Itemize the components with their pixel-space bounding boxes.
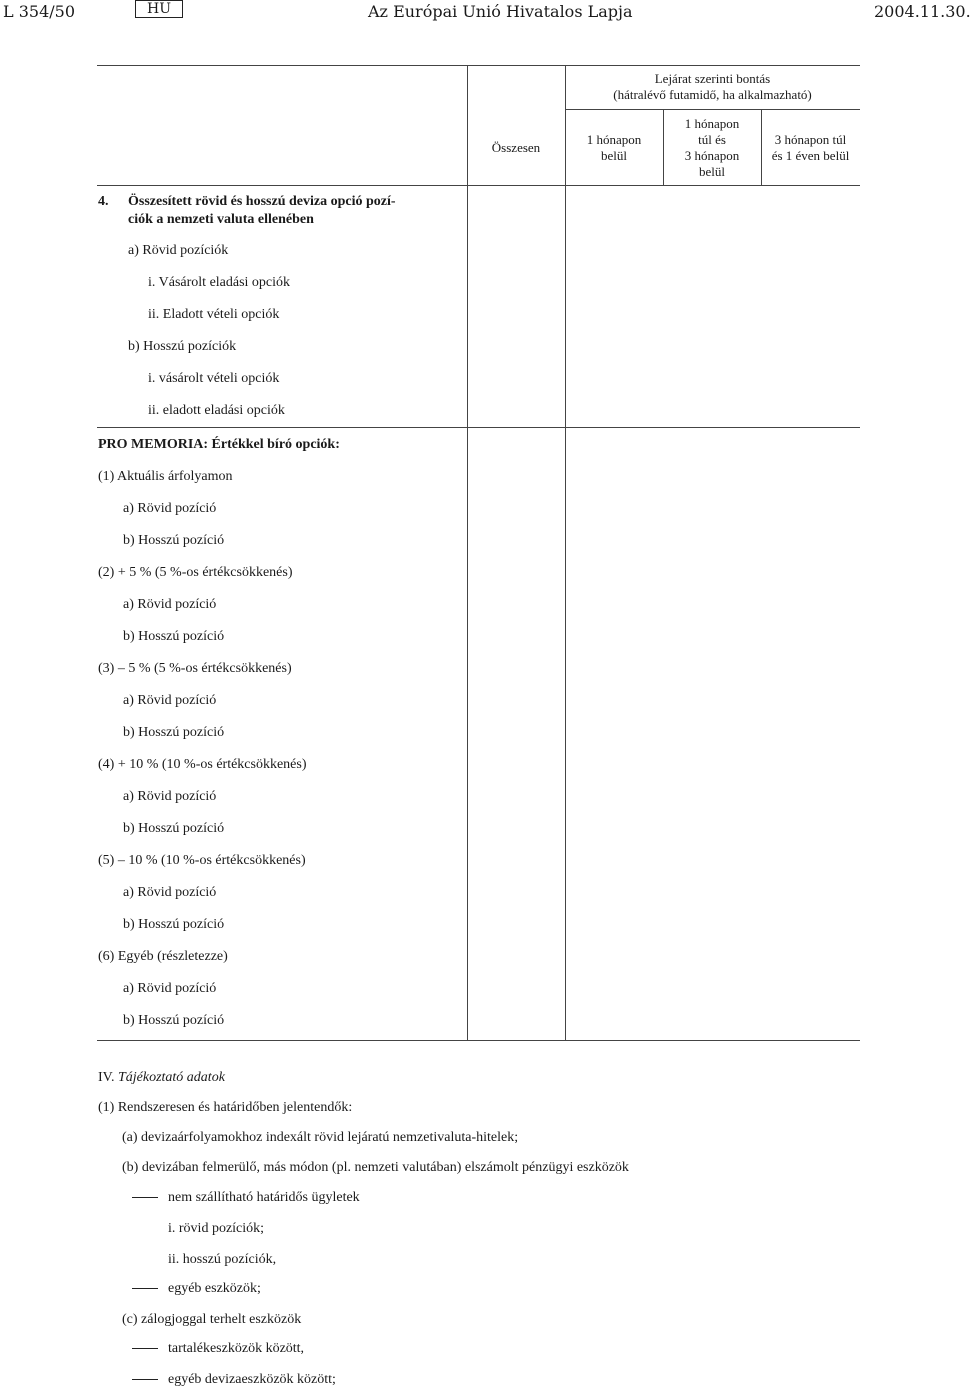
section-iv-numeral: IV. — [98, 1070, 115, 1085]
item-b-sub-i: i. rövid pozíciók; — [168, 1221, 265, 1236]
item-b-dash-1: nem szállítható határidős ügyletek — [132, 1189, 360, 1207]
table-bottom-border — [97, 1040, 860, 1041]
header-bottom-border — [97, 185, 860, 186]
col-header-total: Összesen — [491, 140, 541, 155]
col-divider-label — [467, 65, 468, 1040]
pro-memoria-heading: PRO MEMORIA: Értékkel bíró opciók: — [98, 437, 340, 452]
scenario-long: b) Hosszú pozíció — [123, 533, 225, 548]
row-sold-call: ii. Eladott vételi opciók — [148, 307, 280, 322]
scenario-label: (5) – 10 % (10 %-os értékcsökkenés) — [98, 853, 306, 868]
scenario-short: a) Rövid pozíció — [123, 597, 217, 612]
section-iv-title: Tájékoztató adatok — [117, 1070, 225, 1085]
section4-title-line2: ciók a nemzeti valuta ellenében — [128, 212, 314, 227]
scenario-short: a) Rövid pozíció — [123, 981, 217, 996]
scenario-short: a) Rövid pozíció — [123, 885, 217, 900]
section4-number: 4. — [98, 194, 109, 209]
scenario-label: (3) – 5 % (5 %-os értékcsökkenés) — [98, 661, 292, 676]
col-header-1-3m: 1 hónapon túl és 3 hónapon belül — [684, 116, 740, 179]
scenario-short: a) Rövid pozíció — [123, 501, 217, 516]
row-bought-call: i. vásárolt vételi opciók — [148, 371, 280, 386]
table-top-border — [97, 65, 860, 66]
scenario-short: a) Rövid pozíció — [123, 693, 217, 708]
col-header-3m-1y: 3 hónapon túl és 1 éven belül — [771, 132, 850, 163]
item-b-dash-2: egyéb eszközök; — [132, 1280, 261, 1298]
page-reference: L 354/50 — [3, 2, 75, 21]
row-short-positions: a) Rövid pozíciók — [128, 243, 229, 258]
dash-mark — [132, 1288, 158, 1289]
language-badge: HU — [135, 0, 183, 18]
scenario-long: b) Hosszú pozíció — [123, 629, 225, 644]
item-c-dash-2: egyéb devizaeszközök között; — [132, 1371, 336, 1389]
publication-title: Az Európai Unió Hivatalos Lapja — [368, 2, 633, 21]
item-a: (a) devizaárfolyamokhoz indexált rövid lejáratú nemzetivaluta-hitelek; — [122, 1130, 519, 1145]
section4-divider — [97, 427, 860, 428]
scenario-label: (1) Aktuális árfolyamon — [98, 469, 233, 484]
scenario-long: b) Hosszú pozíció — [123, 725, 225, 740]
col-divider-total — [565, 65, 566, 1040]
col-header-maturity-group: Lejárat szerinti bontás (hátralévő futamidő, ha alkalmazható) — [613, 71, 812, 102]
publication-date: 2004.11.30. — [874, 2, 971, 21]
col-header-1m: 1 hónapon belül — [586, 132, 642, 163]
item-1: (1) Rendszeresen és határidőben jelentendők: — [98, 1100, 353, 1115]
dash-mark — [132, 1197, 158, 1198]
row-bought-put: i. Vásárolt eladási opciók — [148, 275, 291, 290]
item-c: (c) zálogjoggal terhelt eszközök — [122, 1312, 302, 1327]
section4-title-line1: Összesített rövid és hosszú deviza opció pozí- — [128, 194, 396, 209]
scenario-short: a) Rövid pozíció — [123, 789, 217, 804]
scenario-label: (2) + 5 % (5 %-os értékcsökkenés) — [98, 565, 293, 580]
scenario-long: b) Hosszú pozíció — [123, 1013, 225, 1028]
scenario-label: (4) + 10 % (10 %-os értékcsökkenés) — [98, 757, 307, 772]
scenario-label: (6) Egyéb (részletezze) — [98, 949, 228, 964]
dash-mark — [132, 1348, 158, 1349]
row-sold-put: ii. eladott eladási opciók — [148, 403, 285, 418]
scenario-long: b) Hosszú pozíció — [123, 917, 225, 932]
scenario-long: b) Hosszú pozíció — [123, 821, 225, 836]
row-long-positions: b) Hosszú pozíciók — [128, 339, 237, 354]
maturity-group-divider — [565, 109, 860, 110]
item-b: (b) devizában felmerülő, más módon (pl. nemzeti valutában) elszámolt pénzügyi eszközök — [122, 1160, 629, 1175]
item-b-sub-ii: ii. hosszú pozíciók, — [168, 1252, 277, 1267]
dash-mark — [132, 1379, 158, 1380]
item-c-dash-1: tartalékeszközök között, — [132, 1340, 304, 1358]
section-iv-heading — [98, 1069, 225, 1087]
